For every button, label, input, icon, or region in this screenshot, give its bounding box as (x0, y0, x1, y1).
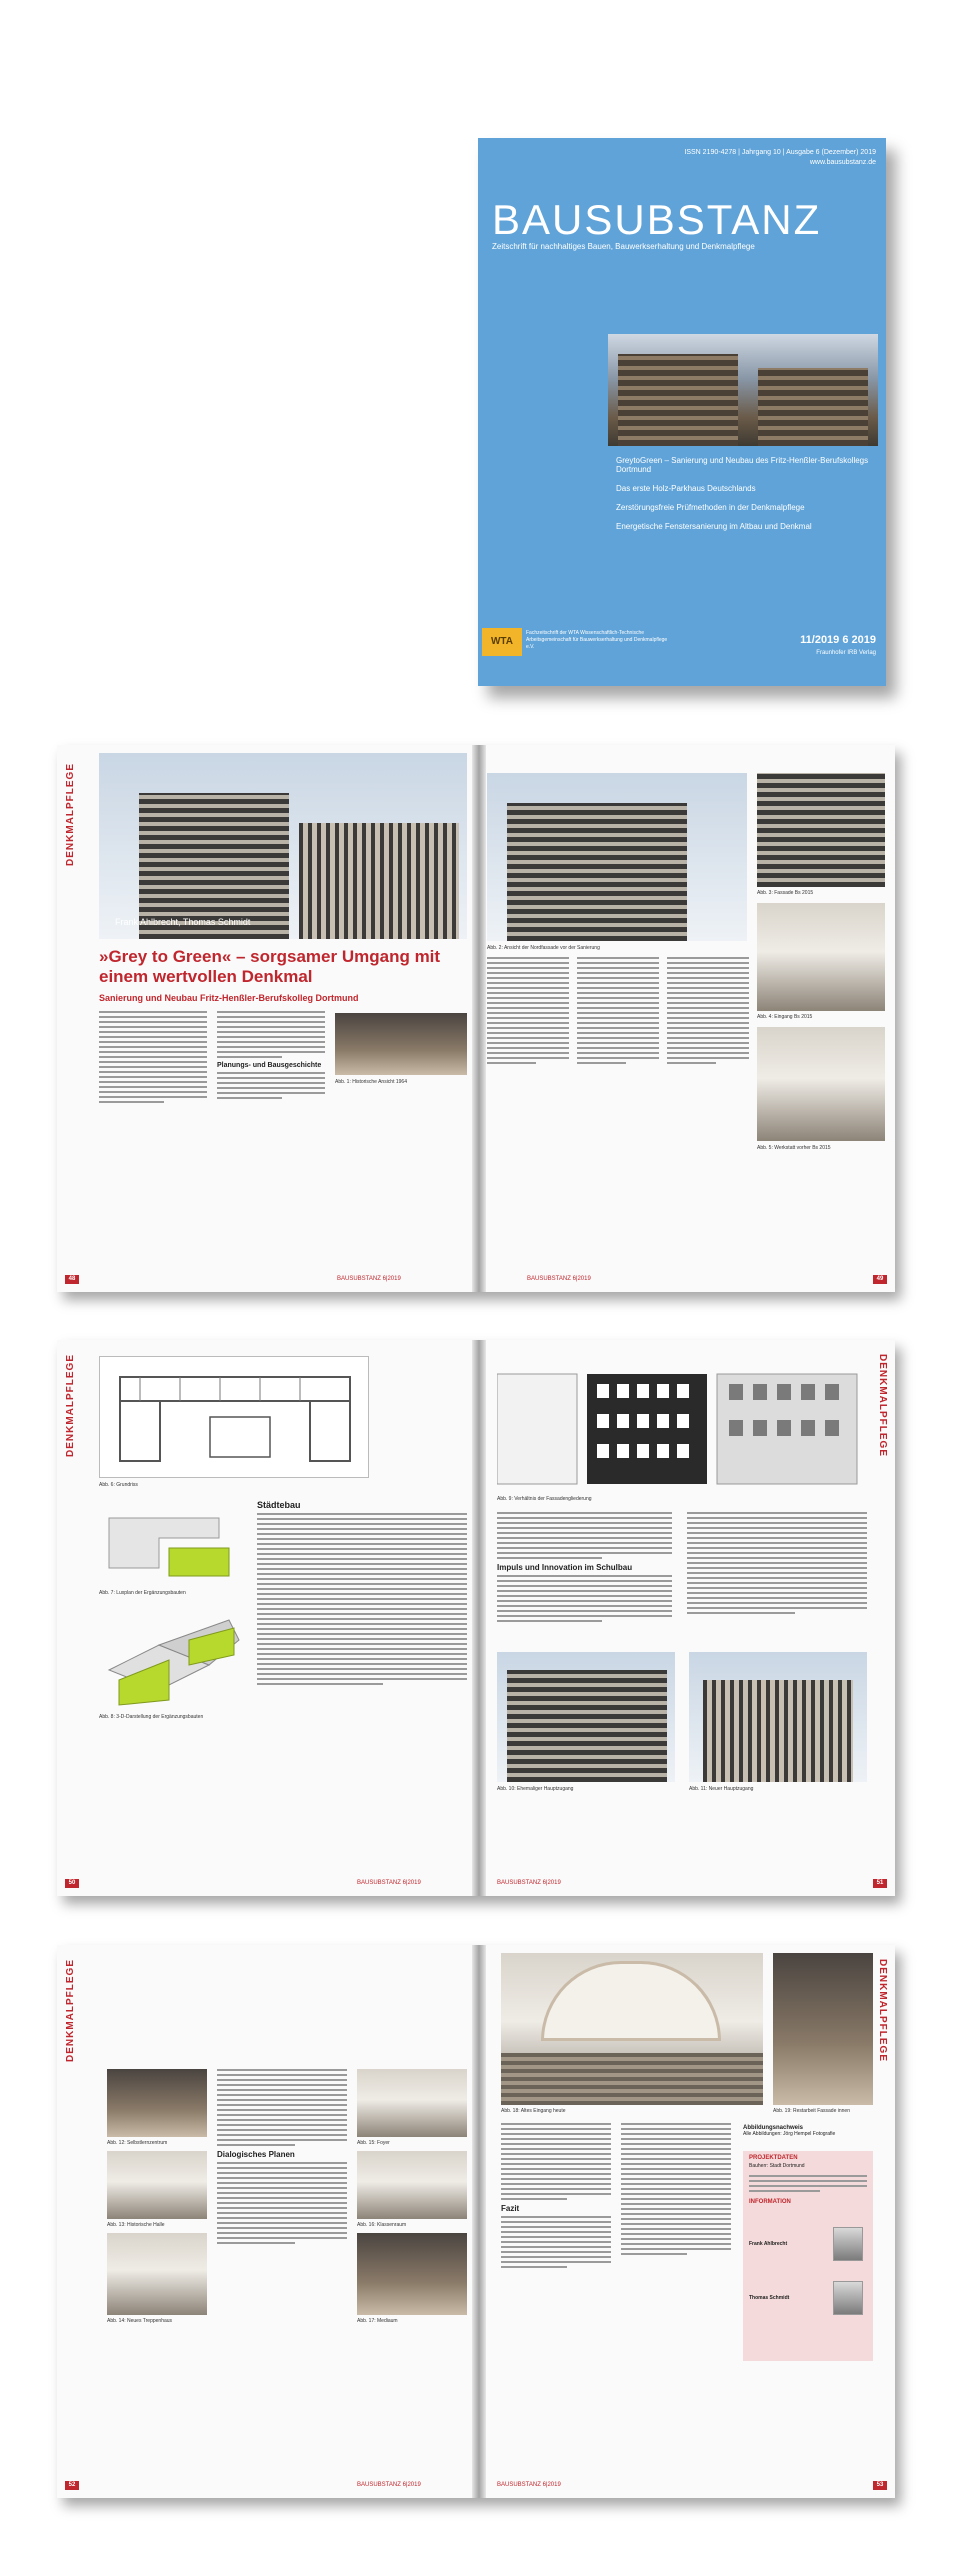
figure-caption: Abb. 18: Altes Eingang heute (501, 2108, 566, 2114)
section-side-label: DENKMALPFLEGE (65, 1354, 76, 1457)
figure-caption: Abb. 11: Neuer Hauptzugang (689, 1786, 754, 1792)
magazine-cover (478, 138, 886, 686)
figure-caption: Abb. 2: Ansicht der Nordfassade vor der Sanierung (487, 945, 600, 951)
cover-publisher: Fraunhofer IRB Verlag (816, 650, 876, 656)
section-heading: Fazit (501, 2204, 520, 2213)
figure-caption: Abb. 5: Werkstatt vorher Bs 2015 (757, 1145, 831, 1151)
page-number: 48 (65, 1275, 79, 1284)
section-side-label: DENKMALPFLEGE (877, 1959, 888, 2062)
facade-building (507, 803, 687, 941)
project-info-box (743, 2151, 873, 2361)
cover-issn (684, 148, 876, 168)
section-heading: Dialogisches Planen (217, 2150, 295, 2159)
cover-photo (608, 334, 878, 446)
page-number: 53 (873, 2481, 887, 2490)
section-side-label: DENKMALPFLEGE (877, 1354, 888, 1457)
text-column-2 (217, 1011, 325, 1102)
cover-building-right (758, 368, 868, 446)
page-number: 52 (65, 2481, 79, 2490)
facade-restoration-photo (773, 1953, 873, 2105)
floor-plan (99, 1356, 369, 1478)
site-plan-drawing (99, 1498, 249, 1586)
text-column-4 (577, 957, 659, 1067)
historic-hall-photo (107, 2151, 207, 2219)
facade-elevation-drawing (497, 1364, 867, 1492)
credits-block (743, 2125, 873, 2143)
section-heading: Planungs- und Bausgeschichte (217, 1062, 322, 1069)
floor-plan-drawing (100, 1357, 369, 1478)
page-footer: BAUSUBSTANZ 6|2019 (497, 1880, 561, 1886)
3d-model-drawing (99, 1610, 249, 1710)
page-footer: BAUSUBSTANZ 6|2019 (497, 2482, 561, 2488)
wta-logo: WTA (482, 628, 522, 656)
cover-topic: Das erste Holz-Parkhaus Deutschlands (616, 484, 756, 493)
text-column-9 (501, 2123, 611, 2271)
figure-caption: Abb. 17: Mediaum (357, 2318, 398, 2324)
cover-building-left (618, 354, 738, 446)
historic-photo (335, 1013, 467, 1075)
text-column-8 (217, 2069, 347, 2247)
cover-topic: Zerstörungsfreie Prüfmethoden in der Denkmalpflege (616, 503, 805, 512)
former-entrance-building (507, 1670, 667, 1782)
text-column-7 (687, 1512, 867, 1617)
hero-authors: Frank Ahlbrecht, Thomas Schmidt (115, 917, 251, 927)
text-column-6 (497, 1512, 672, 1625)
wta-description: Fachzeitschrift der WTA Wissenschaftlich-Technische Arbeitsgemeinschaft für Bauwerkserhaltung und Denkmalpflege e.V. (526, 630, 668, 650)
project-data-label: PROJEKTDATEN (749, 2155, 798, 2161)
figure-caption: Abb. 4: Eingang Bs 2015 (757, 1014, 813, 1020)
figure-caption: Abb. 15: Foyer (357, 2140, 390, 2146)
north-facade-photo (487, 773, 747, 941)
page-footer: BAUSUBSTANZ 6|2019 (337, 1276, 401, 1282)
text-column-3 (487, 957, 569, 1067)
spread-pages-52-53 (57, 1945, 895, 2498)
author-avatar (833, 2227, 863, 2261)
hero-building-right (299, 823, 459, 939)
text-column-stadtebau (257, 1496, 467, 1688)
author-avatar (833, 2281, 863, 2315)
figure-caption: Abb. 12: Selbstlernzentrum (107, 2140, 168, 2146)
foyer-photo (357, 2069, 467, 2137)
section-heading: Impuls und Innovation im Schulbau (497, 1563, 633, 1572)
figure-caption: Abb. 13: Historische Halle (107, 2222, 165, 2228)
credits-heading: Abbildungsnachweis (743, 2125, 804, 2131)
former-entrance-photo (497, 1652, 675, 1782)
figure-caption: Abb. 6: Grundriss (99, 1482, 138, 1488)
text-column-5 (667, 957, 749, 1067)
person-name: Thomas Schmidt (749, 2295, 790, 2301)
cover-url: www.bausubstanz.de (809, 159, 876, 166)
figure-caption: Abb. 16: Klassenraum (357, 2222, 407, 2228)
media-room-photo (357, 2233, 467, 2315)
classroom-photo (357, 2151, 467, 2219)
section-side-label: DENKMALPFLEGE (65, 1959, 76, 2062)
figure-caption: Abb. 7: Luxplan der Ergänzungsbauten (99, 1590, 186, 1596)
spread-pages-50-51 (57, 1340, 895, 1896)
figure-caption: Abb. 19: Restarbeit Fassade innen (773, 2108, 850, 2114)
cover-issn-text: ISSN 2190-4278 | Jahrgang 10 | Ausgabe 6 (Dezember) 2019 (684, 149, 876, 156)
hero-photo (99, 753, 467, 939)
project-data-text: Bauherr: Stadt Dortmund (749, 2163, 805, 2169)
facade-photo (757, 773, 885, 887)
entrance-photo (757, 903, 885, 1011)
new-entrance-building (703, 1680, 853, 1782)
cover-topic: Energetische Fenstersanierung im Altbau und Denkmal (616, 522, 812, 531)
workshop-photo (757, 1027, 885, 1141)
cover-issue-number: 11/2019 6 2019 (800, 634, 876, 646)
page-footer: BAUSUBSTANZ 6|2019 (357, 1880, 421, 1886)
info-label: INFORMATION (749, 2199, 791, 2205)
page-footer: BAUSUBSTANZ 6|2019 (357, 2482, 421, 2488)
section-side-label: DENKMALPFLEGE (65, 763, 76, 866)
cover-topic: GreytoGreen – Sanierung und Neubau des Fritz-Henßler-Berufskollegs Dortmund (616, 456, 869, 474)
page-number: 50 (65, 1879, 79, 1888)
person-name: Frank Ahlbrecht (749, 2241, 788, 2247)
page-number: 51 (873, 1879, 887, 1888)
cover-topic-list (616, 456, 876, 541)
figure-caption: Abb. 1: Historische Ansicht 1964 (335, 1079, 407, 1085)
3d-model (99, 1610, 249, 1710)
page-footer: BAUSUBSTANZ 6|2019 (527, 1276, 591, 1282)
spread-pages-48-49 (57, 745, 895, 1292)
facade-elevation (497, 1364, 867, 1492)
figure-caption: Abb. 10: Ehemaliger Hauptzugang (497, 1786, 574, 1792)
article-headline: »Grey to Green« – sorgsamer Umgang mit einem wertvollen Denkmal (99, 947, 441, 986)
figure-caption: Abb. 9: Verhältnis der Fassadengliederung (497, 1496, 592, 1502)
entrance-arch (541, 1961, 721, 2041)
page-number: 49 (873, 1275, 887, 1284)
learning-center-photo (107, 2069, 207, 2137)
staircase-photo (107, 2233, 207, 2315)
text-column-10 (621, 2123, 731, 2258)
site-plan (99, 1498, 249, 1586)
figure-caption: Abb. 14: Neues Treppenhaus (107, 2318, 173, 2324)
article-subheadline: Sanierung und Neubau Fritz-Henßler-Berufskolleg Dortmund (99, 993, 359, 1003)
figure-caption: Abb. 8: 3-D-Darstellung der Ergänzungsbauten (99, 1714, 204, 1720)
old-entrance-photo (501, 1953, 763, 2105)
cover-subtitle: Zeitschrift für nachhaltiges Bauen, Bauwerkserhaltung und Denkmalpflege (492, 242, 755, 251)
text-column-1 (99, 1011, 207, 1106)
figure-caption: Abb. 3: Fassade Bs 2015 (757, 890, 814, 896)
entrance-stairs (501, 2053, 763, 2105)
section-heading: Städtebau (257, 1500, 301, 1510)
cover-title: BAUSUBSTANZ (492, 196, 822, 243)
new-entrance-photo (689, 1652, 867, 1782)
credits-text: Alle Abbildungen: Jörg Hempel Fotografie (743, 2131, 836, 2137)
